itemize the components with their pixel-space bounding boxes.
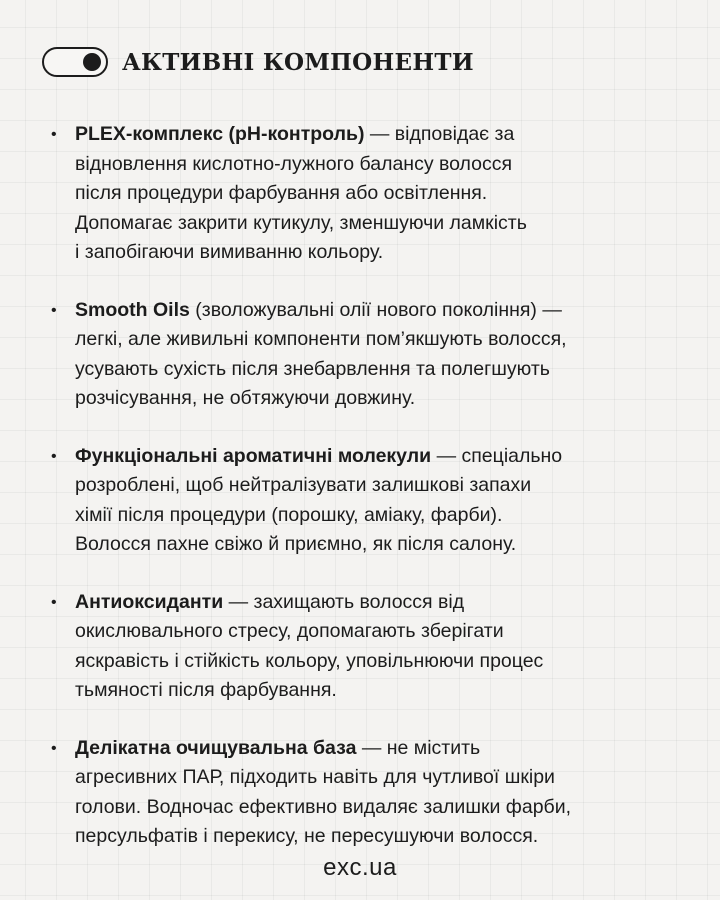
description-line: Допомагає закрити кутикулу, зменшуючи ламкість (75, 211, 527, 234)
description-line: — не містить (356, 736, 481, 759)
description-line: після процедури фарбування або освітлення. (75, 182, 488, 204)
ingredient-name: Функціональні ароматичні молекули (75, 444, 432, 467)
description-line: Волосся пахне свіжо й приємно, як після салону. (75, 533, 517, 555)
toggle-knob (83, 53, 101, 71)
bullet-icon: • (51, 739, 57, 757)
description-line: голови. Водночас ефективно видаляє залишки фарби, (75, 795, 572, 818)
ingredient-name: Smooth Oils (75, 298, 190, 321)
header (42, 44, 474, 80)
bullet-icon: • (51, 126, 57, 143)
bullet-icon: • (51, 593, 57, 611)
description-line: відновлення кислотно-лужного балансу волосся (75, 152, 513, 175)
ingredient-name: Делікатна очищувальна база (75, 736, 357, 759)
description-line: усувають сухість після знебарвлення та полегшують (75, 357, 550, 380)
description-line: персульфатів і перекису, не пересушуючи волосся. (75, 825, 539, 847)
list-item (48, 120, 678, 268)
description-line: розчісування, не обтяжуючи довжину. (75, 387, 416, 409)
toggle-switch (42, 47, 108, 77)
ingredient-name: Антиоксиданти (75, 590, 224, 613)
list-item (48, 296, 678, 414)
list-item (48, 442, 678, 560)
description-line: яскравість і стійкість кольору, уповільнюючи процес (75, 649, 544, 672)
description-line: окислювального стресу, допомагають зберігати (75, 620, 504, 642)
description-line: легкі, але живильні компоненти пом’якшують волосся, (75, 328, 567, 350)
bullet-icon: • (51, 301, 57, 319)
list-item (48, 588, 678, 706)
description-line: — відповідає за (364, 123, 515, 145)
description-line: — спеціально (431, 444, 563, 467)
description-line: — захищають волосся від (223, 590, 465, 613)
footer-site-link[interactable]: exc.ua (323, 854, 397, 881)
ingredient-name: PLEX-комплекс (pH-контроль) (75, 123, 365, 145)
list-item (48, 734, 678, 852)
page-title: АКТИВНІ КОМПОНЕНТИ (122, 48, 474, 76)
description-line: (зволожувальні олії нового покоління) — (189, 298, 562, 321)
description-line: агресивних ПАР, підходить навіть для чутливої шкіри (75, 766, 555, 788)
description-line: і запобігаючи вимиванню кольору. (75, 241, 384, 263)
ingredient-list (48, 120, 678, 880)
bullet-icon: • (51, 447, 57, 465)
description-line: розроблені, щоб нейтралізувати залишкові запахи (75, 474, 532, 496)
description-line: тьмяності після фарбування. (75, 679, 337, 701)
description-line: хімії після процедури (порошку, аміаку, фарби). (75, 503, 503, 526)
